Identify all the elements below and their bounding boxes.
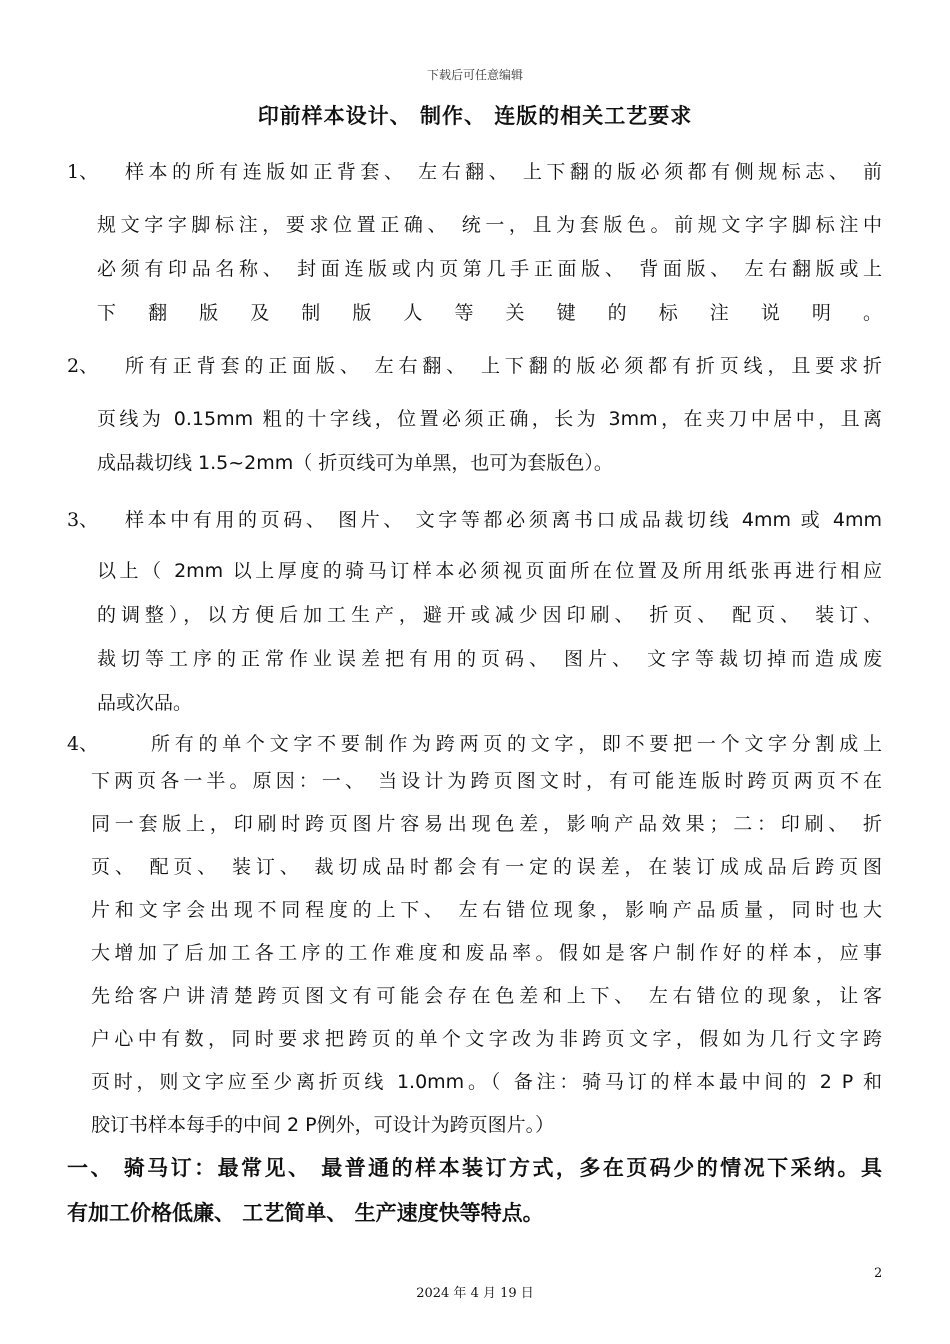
item-body [97,404,882,492]
item-line: 下翻版及制版人等关键的标注说明。 [97,302,882,324]
item-line: 页时，则文字应至少离折页线 1.0mm。（ 备注：骑马订的样本最中间的 2 P 和 [91,1071,882,1093]
item-line: 的调整），以方便后加工生产，避开或减少因印刷、 折页、 配页、 装订、 [97,604,882,626]
item-line: 裁切等工序的正常作业误差把有用的页码、 图片、 文字等裁切掉而造成废 [97,648,882,670]
item-line: 同一套版上，印刷时跨页图片容易出现色差，影响产品效果；二：印刷、 折 [91,813,882,835]
item-line: 片和文字会出现不同程度的上下、 左右错位现象，影响产品质量，同时也大 [91,899,882,921]
item-number: 1、 [67,161,99,183]
item-line: 户心中有数，同时要求把跨页的单个文字改为非跨页文字，假如为几行文字跨 [91,1028,882,1050]
item-number: 2、 [67,355,99,377]
item-first-line: 样本中有用的页码、 图片、 文字等都必须离书口成品裁切线 4mm 或 4mm [125,509,882,531]
page-number: 2 [874,1266,883,1281]
section-line: 有加工价格低廉、 工艺简单、 生产速度快等特点。 [67,1201,544,1225]
item-line: 品或次品。 [97,692,193,714]
section-line: 一、 骑马订：最常见、 最普通的样本装订方式，多在页码少的情况下采纳。具 [67,1156,882,1180]
item-number: 3、 [67,509,99,531]
item-line: 先给客户讲清楚跨页图文有可能会存在色差和上下、 左右错位的现象，让客 [91,985,882,1007]
item-first-line: 所有正背套的正面版、 左右翻、 上下翻的版必须都有折页线，且要求折 [125,355,882,377]
item-line: 以上（ 2mm 以上厚度的骑马订样本必须视页面所在位置及所用纸张再进行相应 [97,560,882,582]
item-body [91,760,882,1147]
footer-date: 2024 年 4 月 19 日 [416,1286,534,1301]
item-line: 下两页各一半。原因：一、 当设计为跨页图文时，有可能连版时跨页两页不在 [91,770,882,792]
item-first-line: 样本的所有连版如正背套、 左右翻、 上下翻的版必须都有侧规标志、 前 [125,161,882,183]
item-body [97,210,882,342]
item-line: 成品裁切线 1.5~2mm（ 折页线可为单黑，也可为套版色）。 [97,452,613,474]
item-line: 页、 配页、 装订、 裁切成品时都会有一定的误差，在装订成成品后跨页图 [91,856,882,878]
item-line: 规文字字脚标注，要求位置正确、 统一，且为套版色。前规文字字脚标注中 [97,214,882,236]
item-body [97,556,882,732]
item-first-line: 所有的单个文字不要制作为跨两页的文字，即不要把一个文字分割成上 [151,733,882,755]
item-line: 大增加了后加工各工序的工作难度和废品率。假如是客户制作好的样本，应事 [91,942,882,964]
page-header: 下载后可任意编辑 [426,68,523,82]
item-number: 4、 [67,733,99,755]
item-line: 页线为 0.15mm 粗的十字线，位置必须正确，长为 3mm，在夹刀中居中，且离 [97,408,882,430]
document-title: 印前样本设计、 制作、 连版的相关工艺要求 [257,104,693,128]
item-line: 必须有印品名称、 封面连版或内页第几手正面版、 背面版、 左右翻版或上 [97,258,882,280]
item-line: 胶订书样本每手的中间 2 P例外，可设计为跨页图片。） [91,1114,555,1136]
section-heading [67,1146,882,1236]
